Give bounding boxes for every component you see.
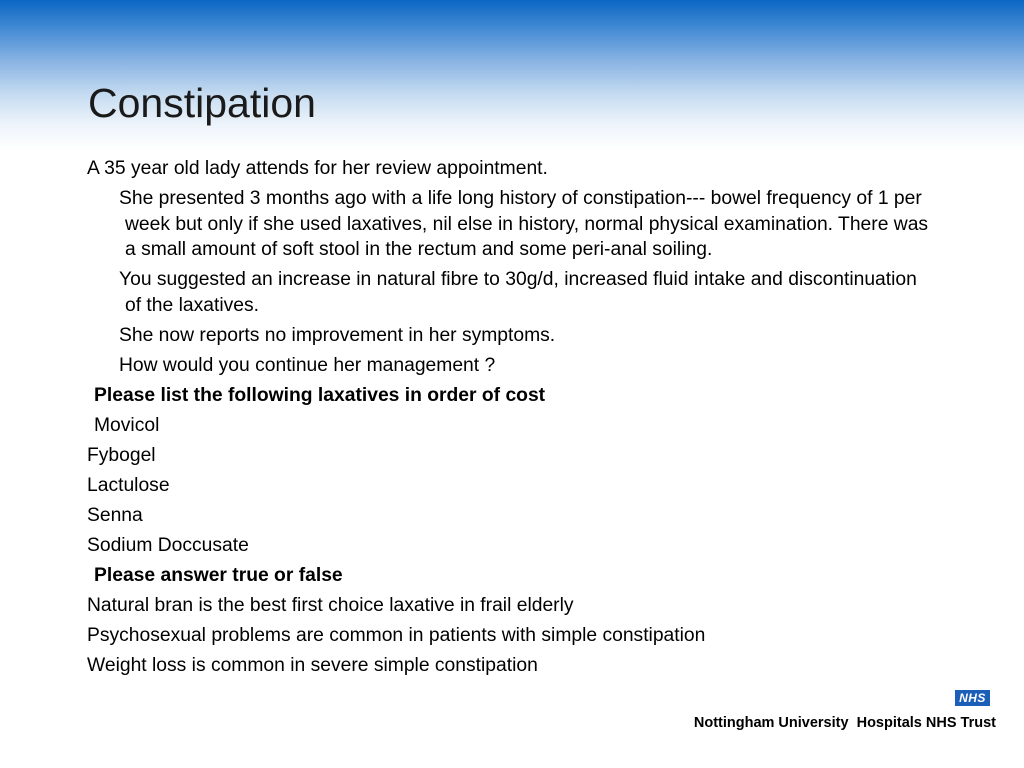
case-question: How would you continue her management ? — [119, 354, 496, 376]
case-paragraph: She presented 3 months ago with a life long history of constipation--- bowel frequency of 1 per week but only if she used laxatives, nil else in history, normal physical examination. There was a small amount of soft stool in the rectum and some peri-anal soiling. — [119, 188, 929, 260]
slide-body — [87, 156, 947, 683]
nhs-logo: NHS — [955, 690, 990, 706]
true-false-heading: Please answer true or false — [94, 564, 343, 586]
laxative-item: Movicol — [94, 414, 160, 436]
case-paragraph: You suggested an increase in natural fibre to 30g/d, increased fluid intake and discontinuation of the laxatives. — [119, 269, 917, 316]
laxatives-heading: Please list the following laxatives in order of cost — [94, 384, 546, 406]
laxative-item: Fybogel — [87, 444, 156, 466]
true-false-statement: Psychosexual problems are common in patients with simple constipation — [87, 624, 706, 646]
true-false-statement: Weight loss is common in severe simple constipation — [87, 654, 538, 676]
footer-organisation: Nottingham University Hospitals NHS Trust — [693, 715, 996, 731]
slide-title: Constipation — [88, 80, 316, 126]
true-false-statement: Natural bran is the best first choice laxative in frail elderly — [87, 594, 574, 616]
laxative-item: Lactulose — [87, 474, 170, 496]
laxative-item: Senna — [87, 504, 143, 526]
case-paragraph: She now reports no improvement in her symptoms. — [119, 324, 556, 346]
laxative-item: Sodium Doccusate — [87, 534, 249, 556]
intro-text: A 35 year old lady attends for her review appointment. — [87, 158, 548, 179]
